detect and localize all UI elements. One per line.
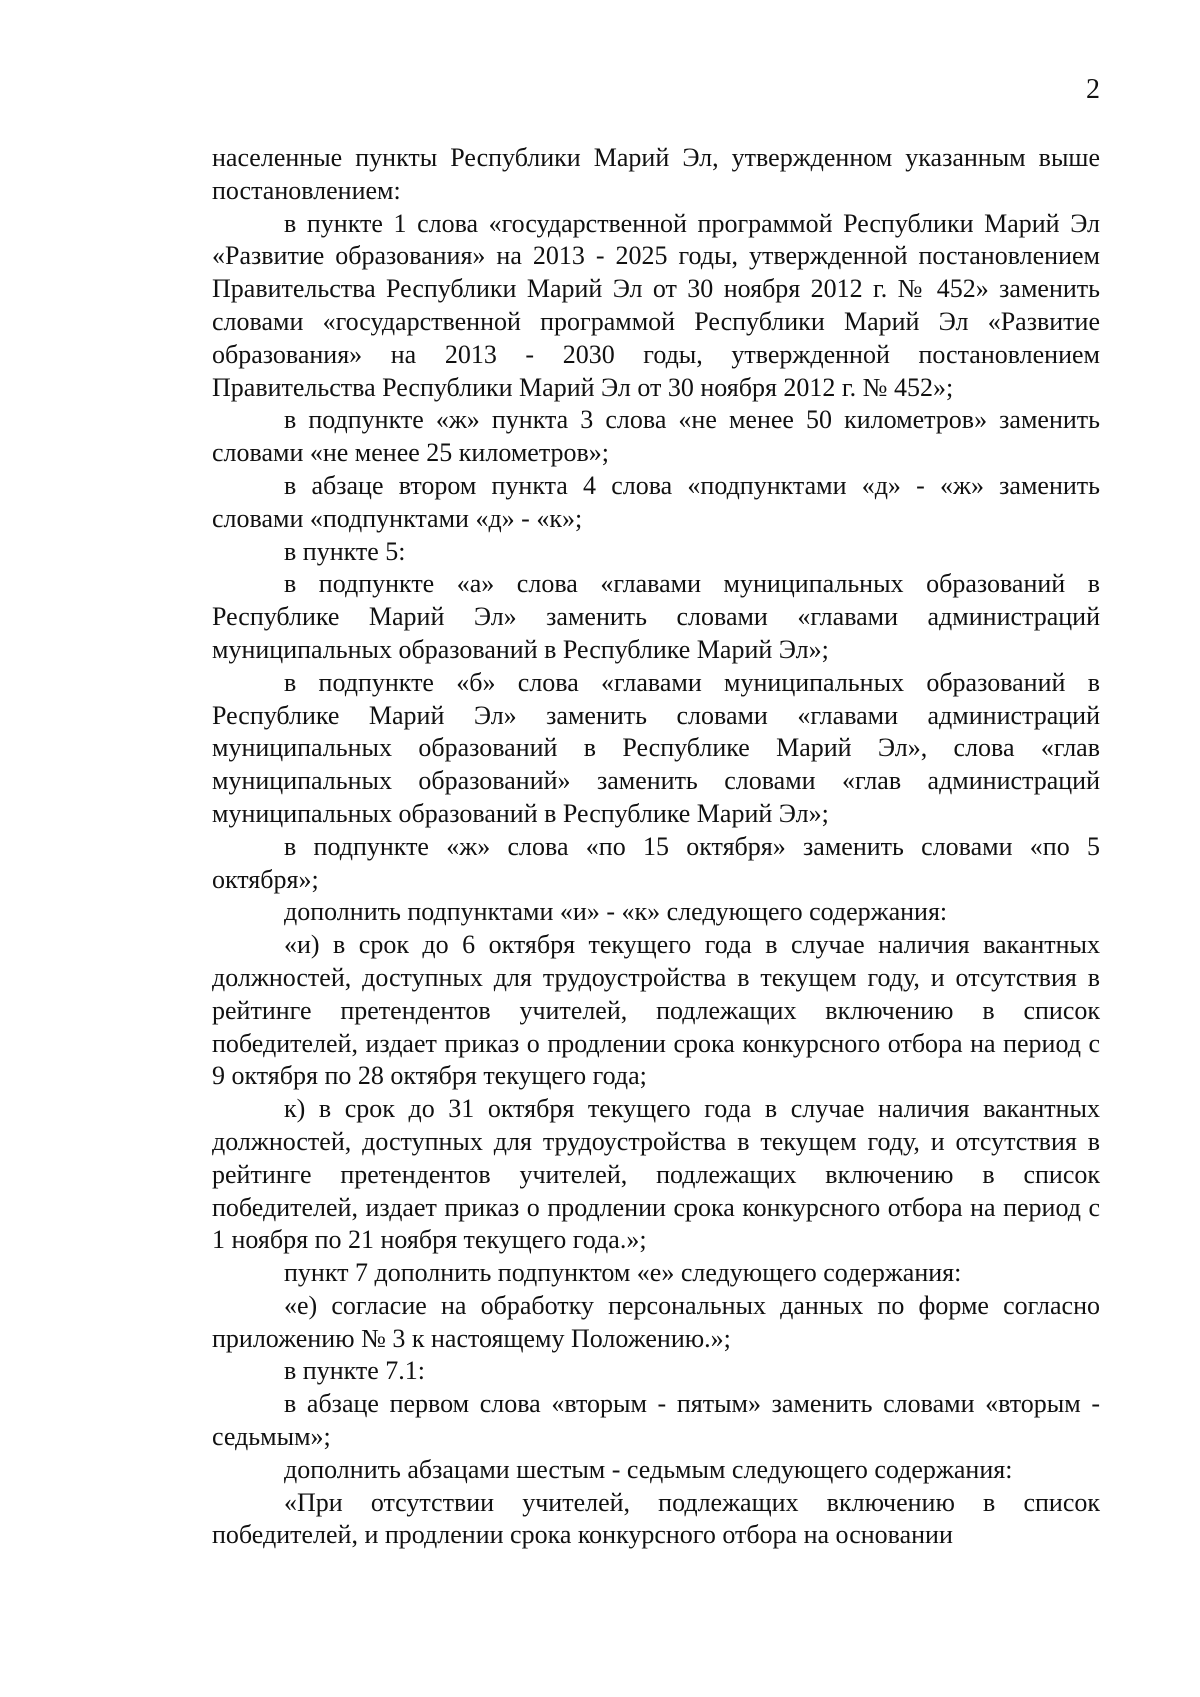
- paragraph: пункт 7 дополнить подпунктом «е» следующего содержания:: [284, 1258, 962, 1288]
- document-body: [212, 142, 1100, 1552]
- paragraph: населенные пункты Республики Марий Эл, утвержденном указанным выше постановлением:: [212, 143, 1100, 205]
- paragraph: в абзаце втором пункта 4 слова «подпунктами «д» - «ж» заменить словами «подпунктами «д» - «к»;: [212, 470, 1100, 533]
- page-number: 2: [1086, 74, 1100, 105]
- paragraph: в подпункте «а» слова «главами муниципальных образований в Республике Марий Эл» заменить словами «главами администраций муниципальных образований в Республике Марий Эл»;: [212, 569, 1100, 664]
- paragraph: дополнить абзацами шестым - седьмым следующего содержания:: [284, 1454, 1013, 1484]
- paragraph: в подпункте «ж» слова «по 15 октября» заменить словами «по 5 октября»;: [212, 831, 1100, 894]
- paragraph: «и) в срок до 6 октября текущего года в случае наличия вакантных должностей, доступных для трудоустройства в текущем году, и отсутствия в рейтинге претендентов учителей, подлежащих включению в список победителей, издает приказ о продлении срока конкурсного отбора на период с 9 октября по 28 октября текущего года;: [212, 930, 1100, 1091]
- paragraph: к) в срок до 31 октября текущего года в случае наличия вакантных должностей, доступных для трудоустройства в текущем году, и отсутствия в рейтинге претендентов учителей, подлежащих включению в список победителей, издает приказ о продлении срока конкурсного отбора на период с 1 ноября по 21 ноября текущего года.»;: [212, 1094, 1100, 1255]
- paragraph: в подпункте «ж» пункта 3 слова «не менее 50 километров» заменить словами «не менее 25 километров»;: [212, 405, 1100, 468]
- paragraph: в пункте 5:: [284, 536, 406, 566]
- paragraph: «е) согласие на обработку персональных данных по форме согласно приложению № 3 к настоящему Положению.»;: [212, 1290, 1100, 1353]
- paragraph: дополнить подпунктами «и» - «к» следующего содержания:: [284, 897, 948, 927]
- paragraph: в абзаце первом слова «вторым - пятым» заменить словами «вторым - седьмым»;: [212, 1389, 1100, 1452]
- paragraph: в подпункте «б» слова «главами муниципальных образований в Республике Марий Эл» заменить словами «главами администраций муниципальных образований в Республике Марий Эл», слова «глав муниципальных образований» заменить словами «глав администраций муниципальных образований в Республике Марий Эл»;: [212, 667, 1100, 828]
- paragraph: «При отсутствии учителей, подлежащих включению в список победителей, и продлении срока конкурсного отбора на основании: [212, 1487, 1100, 1550]
- paragraph: в пункте 7.1:: [284, 1356, 426, 1386]
- paragraph: в пункте 1 слова «государственной программой Республики Марий Эл «Развитие образования» на 2013 - 2025 годы, утвержденной постановлением Правительства Республики Марий Эл от 30 ноября 2012 г. № 452» заменить словами «государственной программой Республики Марий Эл «Развитие образования» на 2013 - 2030 годы, утвержденной постановлением Правительства Республики Марий Эл от 30 ноября 2012 г. № 452»;: [212, 208, 1100, 402]
